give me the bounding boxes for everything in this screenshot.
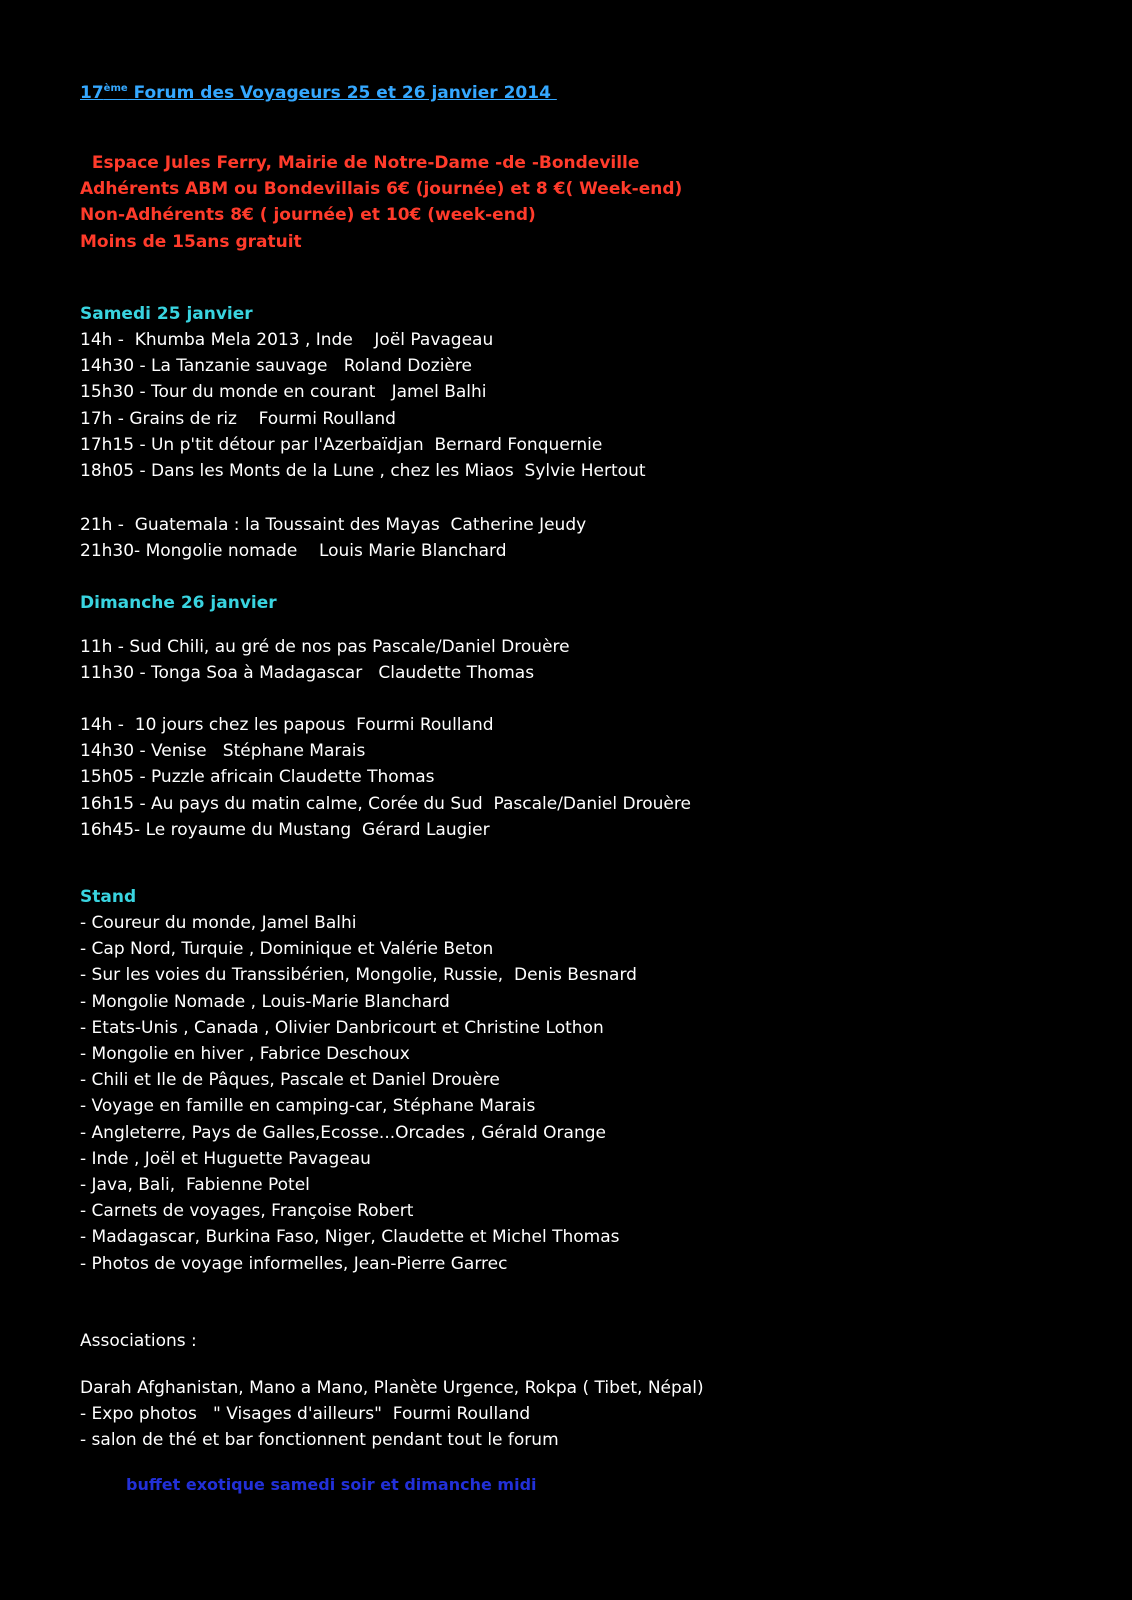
dimanche-morning-list <box>80 634 570 686</box>
schedule-item: 14h - Khumba Mela 2013 , Inde Joël Pavageau <box>80 330 494 350</box>
schedule-item: 14h30 - Venise Stéphane Marais <box>80 741 366 762</box>
schedule-item: 11h - Sud Chili, au gré de nos pas Pascale/Daniel Drouère <box>80 637 570 657</box>
schedule-item: 16h45- Le royaume du Mustang Gérard Laugier <box>80 819 490 840</box>
stand-item: - Mongolie Nomade , Louis-Marie Blanchard <box>80 991 450 1012</box>
info-free-under-15: Moins de 15ans gratuit <box>80 231 302 252</box>
schedule-item: 11h30 - Tonga Soa à Madagascar Claudette Thomas <box>80 663 535 684</box>
stand-heading: Stand <box>80 887 137 907</box>
info-block <box>80 150 682 255</box>
schedule-item: 21h30- Mongolie nomade Louis Marie Blanchard <box>80 541 507 562</box>
samedi-evening-list <box>80 512 586 564</box>
buffet-note: buffet exotique samedi soir et dimanche midi <box>126 1475 537 1494</box>
dimanche-afternoon-list <box>80 712 691 843</box>
stand-item: - Cap Nord, Turquie , Dominique et Valérie Beton <box>80 939 494 960</box>
samedi-afternoon-list <box>80 327 646 484</box>
title-text: Forum des Voyageurs 25 et 26 janvier 2014 <box>127 83 557 103</box>
stand-item: - Coureur du monde, Jamel Balhi <box>80 913 357 933</box>
stand-item: - Angleterre, Pays de Galles,Ecosse...Orcades , Gérald Orange <box>80 1122 606 1143</box>
stand-item: - Photos de voyage informelles, Jean-Pierre Garrec <box>80 1253 508 1274</box>
schedule-item: 21h - Guatemala : la Toussaint des Mayas Catherine Jeudy <box>80 515 587 535</box>
info-price-nonmembers: Non-Adhérents 8€ ( journée) et 10€ (week-end) <box>80 205 536 226</box>
dimanche-heading: Dimanche 26 janvier <box>80 593 277 613</box>
samedi-heading: Samedi 25 janvier <box>80 304 253 324</box>
info-venue: Espace Jules Ferry, Mairie de Notre-Dame -de -Bondeville <box>80 153 640 173</box>
stand-item: - Sur les voies du Transsibérien, Mongolie, Russie, Denis Besnard <box>80 965 637 986</box>
title-number: 17 <box>80 83 104 103</box>
info-price-members: Adhérents ABM ou Bondevillais 6€ (journée) et 8 €( Week-end) <box>80 179 683 200</box>
associations-item: - salon de thé et bar fonctionnent pendant tout le forum <box>80 1430 559 1451</box>
page-title <box>80 80 557 106</box>
schedule-item: 16h15 - Au pays du matin calme, Corée du Sud Pascale/Daniel Drouère <box>80 793 691 814</box>
schedule-item: 17h15 - Un p'tit détour par l'Azerbaïdjan Bernard Fonquernie <box>80 434 603 455</box>
schedule-item: 14h30 - La Tanzanie sauvage Roland Dozière <box>80 356 472 377</box>
title-suffix: ème <box>103 83 128 94</box>
stand-item: - Carnets de voyages, Françoise Robert <box>80 1201 414 1222</box>
stand-item: - Mongolie en hiver , Fabrice Deschoux <box>80 1044 410 1065</box>
stand-item: - Java, Bali, Fabienne Potel <box>80 1175 310 1196</box>
schedule-item: 15h30 - Tour du monde en courant Jamel Balhi <box>80 382 487 403</box>
schedule-item: 17h - Grains de riz Fourmi Roulland <box>80 408 396 429</box>
stand-item: - Chili et Ile de Pâques, Pascale et Daniel Drouère <box>80 1070 500 1091</box>
schedule-item: 18h05 - Dans les Monts de la Lune , chez les Miaos Sylvie Hertout <box>80 461 646 482</box>
stand-item: - Madagascar, Burkina Faso, Niger, Claudette et Michel Thomas <box>80 1227 620 1248</box>
associations-item: - Expo photos " Visages d'ailleurs" Fourmi Roulland <box>80 1404 531 1425</box>
stand-item: - Inde , Joël et Huguette Pavageau <box>80 1148 371 1169</box>
associations-heading: Associations : <box>80 1331 197 1351</box>
associations-item: Darah Afghanistan, Mano a Mano, Planète Urgence, Rokpa ( Tibet, Népal) <box>80 1378 704 1398</box>
schedule-item: 14h - 10 jours chez les papous Fourmi Roulland <box>80 715 494 735</box>
stand-item: - Etats-Unis , Canada , Olivier Danbricourt et Christine Lothon <box>80 1017 604 1038</box>
associations-list <box>80 1375 704 1454</box>
stand-list <box>80 910 637 1277</box>
stand-item: - Voyage en famille en camping-car, Stéphane Marais <box>80 1096 536 1117</box>
schedule-item: 15h05 - Puzzle africain Claudette Thomas <box>80 767 435 788</box>
